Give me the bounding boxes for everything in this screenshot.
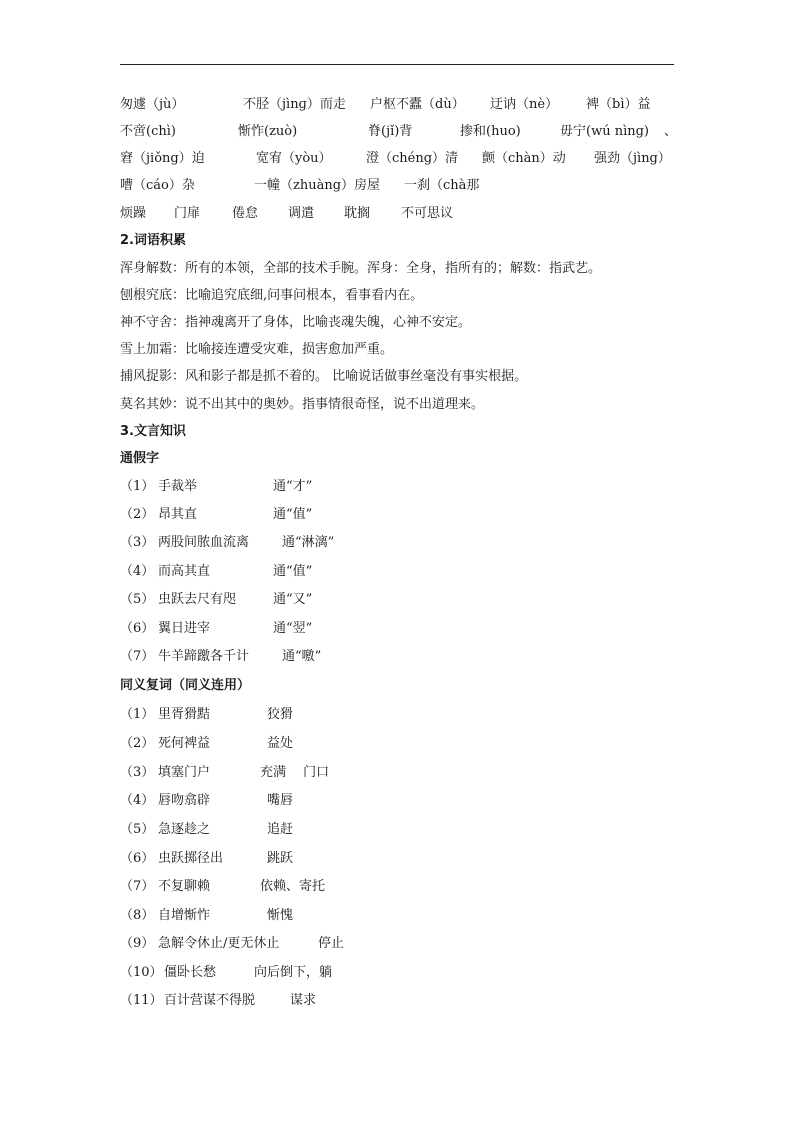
gloss: 通“才”	[273, 479, 313, 494]
tongyi-item	[120, 733, 440, 755]
pinyin-word: 裨（bì）益	[586, 97, 651, 112]
pinyin-word: 颤（chàn）动	[482, 151, 566, 166]
section-heading: 2.词语积累	[120, 233, 186, 248]
item-number: （2）	[120, 507, 155, 522]
tongyi-item	[120, 905, 440, 927]
gloss: 充满 门口	[260, 765, 330, 780]
gloss: 惭愧	[267, 908, 294, 923]
classical-phrase: 牛羊蹄躈各千计	[158, 649, 250, 664]
tongjia-item	[120, 532, 420, 554]
vocab-word: 烦躁	[120, 206, 147, 221]
gloss: 谋求	[290, 993, 317, 1008]
pinyin-word: 不胫（jìnɡ）而走	[243, 97, 346, 112]
gloss: 益处	[267, 736, 294, 751]
gloss: 追赶	[267, 822, 294, 837]
classical-phrase: 昂其直	[158, 507, 198, 522]
item-number: （6）	[120, 621, 155, 636]
subsection-heading: 同义复词（同义连用）	[120, 678, 251, 693]
vocab-word: 耽搁	[344, 206, 371, 221]
idiom-entry: 雪上加霜：比喻接连遭受灾难，损害愈加严重。	[120, 342, 394, 357]
pinyin-word: 不啻(chì)	[120, 124, 176, 139]
pinyin-word: 强劲（jìng）	[594, 151, 671, 166]
gloss: 停止	[318, 936, 345, 951]
item-number: （1）	[120, 707, 155, 722]
tongyi-item	[120, 990, 440, 1012]
tongyi-item	[120, 762, 440, 784]
pinyin-word: 宽宥（yòu）	[256, 151, 332, 166]
pinyin-row-1	[120, 94, 680, 116]
item-number: （9）	[120, 936, 155, 951]
item-number: （1）	[120, 479, 155, 494]
vocab-word: 倦怠	[232, 206, 259, 221]
pinyin-word: 澄（chéng）清	[366, 151, 459, 166]
pinyin-word: 一幢（zhuàng）房屋	[254, 178, 381, 193]
gloss: 向后倒下，躺	[254, 965, 333, 980]
classical-phrase: 死何裨益	[158, 736, 211, 751]
item-number: （6）	[120, 851, 155, 866]
classical-phrase: 虫跃掷径出	[158, 851, 224, 866]
pinyin-word: 匆遽（jù）	[120, 97, 185, 112]
pinyin-row-5	[120, 203, 680, 225]
gloss: 通“值”	[273, 507, 313, 522]
subsection-heading: 通假字	[120, 451, 160, 466]
classical-phrase: 唇吻翕辟	[158, 793, 211, 808]
classical-phrase: 而高其直	[158, 564, 211, 579]
classical-phrase: 填塞门户	[158, 765, 211, 780]
classical-phrase: 不复聊赖	[158, 879, 211, 894]
tongyi-item	[120, 848, 440, 870]
classical-phrase: 急逐趁之	[158, 822, 211, 837]
item-number: （3）	[120, 765, 155, 780]
pinyin-word: 掺和(huo)	[460, 124, 521, 139]
classical-phrase: 虫跃去尺有咫	[158, 592, 237, 607]
tongyi-item	[120, 933, 440, 955]
gloss: 通“淋漓”	[282, 535, 335, 550]
pinyin-row-2	[120, 121, 680, 143]
pinyin-word: 嘈（cáo）杂	[120, 178, 195, 193]
gloss: 依赖、寄托	[260, 879, 326, 894]
gloss: 狡猾	[267, 707, 294, 722]
item-number: （7）	[120, 649, 155, 664]
classical-phrase: 两股间脓血流离	[158, 535, 250, 550]
pinyin-word: 迂讷（nè）	[490, 97, 559, 112]
tongjia-item	[120, 646, 420, 668]
gloss: 通“噭”	[282, 649, 322, 664]
tongyi-item	[120, 790, 440, 812]
gloss: 通“值”	[273, 564, 313, 579]
pinyin-row-3	[120, 148, 680, 170]
classical-phrase: 翼日进宰	[158, 621, 211, 636]
tongyi-item	[120, 876, 440, 898]
pinyin-word: 窘（jiǒng）迫	[120, 151, 205, 166]
pinyin-word: 毋宁(wú nìng)	[560, 124, 650, 139]
tongyi-item	[120, 819, 440, 841]
classical-phrase: 自增惭怍	[158, 908, 211, 923]
item-number: （4）	[120, 793, 155, 808]
vocab-word: 门扉	[174, 206, 201, 221]
item-number: （7）	[120, 879, 155, 894]
tongjia-item	[120, 504, 420, 526]
tongyi-item	[120, 962, 440, 984]
idiom-entry: 浑身解数：所有的本领，全部的技术手腕。浑身：全身，指所有的；解数：指武艺。	[120, 261, 602, 276]
pinyin-word: 脊(jǐ)背	[368, 124, 413, 139]
classical-phrase: 里胥猾黠	[158, 707, 211, 722]
header-rule	[120, 64, 674, 65]
item-number: （5）	[120, 822, 155, 837]
item-number: （5）	[120, 592, 155, 607]
tongjia-item	[120, 589, 420, 611]
gloss: 嘴唇	[267, 793, 294, 808]
classical-phrase: 僵卧长愁	[164, 965, 217, 980]
item-number: （8）	[120, 908, 155, 923]
pinyin-punct: 、	[664, 124, 678, 139]
section-heading: 3.文言知识	[120, 424, 186, 439]
idiom-entry: 捕风捉影：风和影子都是抓不着的。 比喻说话做事丝毫没有事实根据。	[120, 369, 528, 384]
item-number: （2）	[120, 736, 155, 751]
classical-phrase: 手裁举	[158, 479, 198, 494]
item-number: （11）	[120, 993, 163, 1008]
vocab-word: 不可思议	[401, 206, 454, 221]
pinyin-word: 户枢不蠹（dù）	[370, 97, 465, 112]
pinyin-word: 一刹（chà那	[404, 178, 480, 193]
gloss: 跳跃	[267, 851, 294, 866]
classical-phrase: 百计营谋不得脱	[164, 993, 256, 1008]
vocab-word: 调遣	[288, 206, 315, 221]
tongjia-item	[120, 618, 420, 640]
gloss: 通“翌”	[273, 621, 313, 636]
item-number: （10）	[120, 965, 163, 980]
tongjia-item	[120, 561, 420, 583]
gloss: 通“又”	[273, 592, 313, 607]
tongyi-item	[120, 704, 440, 726]
idiom-entry: 莫名其妙：说不出其中的奥妙。指事情很奇怪，说不出道理来。	[120, 397, 485, 412]
pinyin-row-4	[120, 175, 680, 197]
item-number: （4）	[120, 564, 155, 579]
idiom-entry: 神不守舍：指神魂离开了身体，比喻丧魂失魄，心神不安定。	[120, 315, 472, 330]
item-number: （3）	[120, 535, 155, 550]
tongjia-item	[120, 476, 420, 498]
idiom-entry: 刨根究底：比喻追究底细,问事问根本，看事看内在。	[120, 288, 424, 303]
pinyin-word: 惭怍(zuò)	[238, 124, 298, 139]
classical-phrase: 急解令休止/更无休止	[158, 936, 280, 951]
